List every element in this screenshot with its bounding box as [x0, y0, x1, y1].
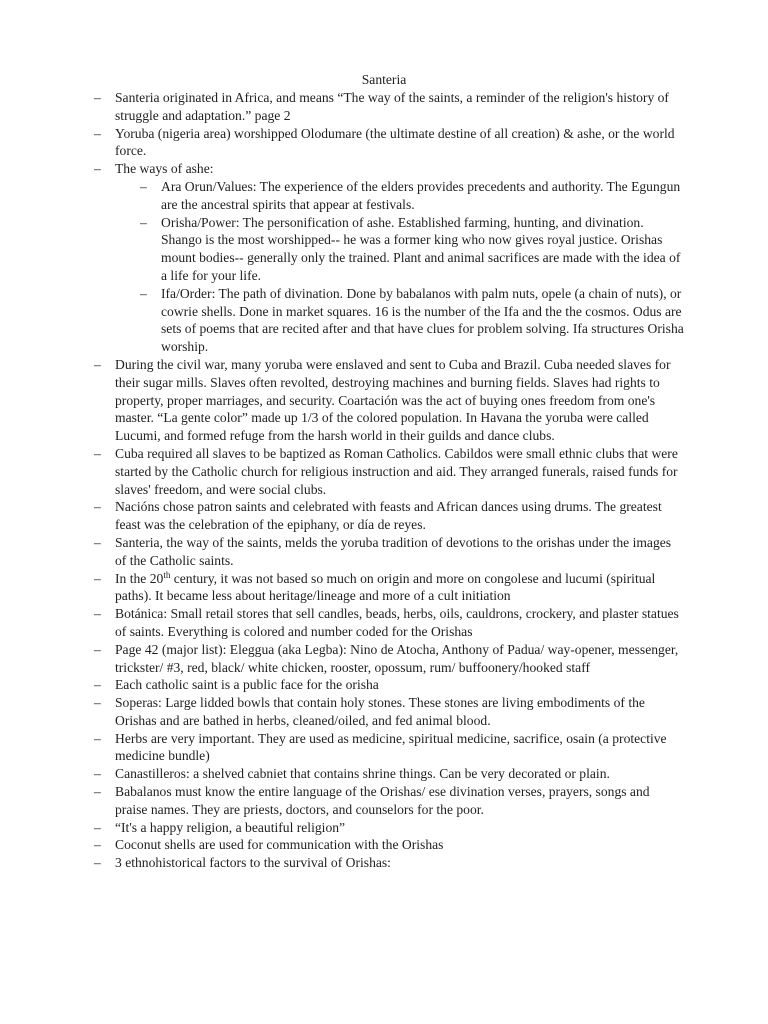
list-item-text: The ways of ashe: — [115, 161, 214, 177]
bullet-dash: – — [140, 214, 147, 230]
list-item — [94, 605, 684, 641]
list-item — [94, 694, 684, 730]
list-item — [94, 641, 684, 677]
bullet-dash: – — [94, 499, 101, 515]
list-item-text: Herbs are very important. They are used as medicine, spiritual medicine, sacrifice, osain (a protective medicine bundle) — [115, 730, 667, 764]
bullet-dash: – — [94, 445, 101, 461]
bullet-dash: – — [94, 677, 101, 693]
list-item — [94, 765, 684, 783]
list-item — [94, 445, 684, 498]
list-item-text: Santeria, the way of the saints, melds the yoruba tradition of devotions to the orishas under the images of the Catholic saints. — [115, 534, 672, 568]
list-item-text: Canastilleros: a shelved cabniet that contains shrine things. Can be very decorated or plain. — [115, 766, 610, 782]
bullet-dash: – — [140, 178, 147, 194]
list-item-text: Each catholic saint is a public face for the orisha — [115, 677, 379, 693]
bullet-dash: – — [94, 534, 101, 550]
list-item-text: “It's a happy religion, a beautiful religion” — [115, 819, 346, 835]
list-item — [94, 125, 684, 161]
list-item — [94, 819, 684, 837]
list-item — [94, 676, 684, 694]
list-item-text: In the 20 — [115, 570, 164, 586]
sub-list-item — [140, 214, 684, 285]
list-item-text: Page 42 (major list): Eleggua (aka Legba): Nino de Atocha, Anthony of Padua/ way-opener, messenger, trickster/ #3, red, black/ white chicken, rooster, opossum, rum/ buffoonery/hooked staff — [115, 641, 679, 675]
bullet-dash: – — [94, 90, 101, 105]
list-item — [94, 498, 684, 534]
bullet-dash: – — [94, 784, 101, 800]
bullet-dash: – — [94, 570, 101, 586]
list-item-text: Nacións chose patron saints and celebrated with feasts and African dances using drums. The greatest feast was the celebration of the epiphany, or día de reyes. — [115, 499, 662, 533]
list-item-text: Cuba required all slaves to be baptized as Roman Catholics. Cabildos were small ethnic clubs that were started by the Catholic church for religious instruction and aid. They arranged funerals, raised funds for slaves' freedom, and were social clubs. — [115, 445, 678, 497]
bullet-dash: – — [94, 766, 101, 782]
list-item-text: Yoruba (nigeria area) worshipped Olodumare (the ultimate destine of all creation) & ashe, or the world force. — [115, 125, 675, 159]
list-item-text: Soperas: Large lidded bowls that contain holy stones. These stones are living embodiments of the Orishas and are bathed in herbs, cleaned/oiled, and fed animal blood. — [115, 695, 645, 728]
sub-list-item-text: Orisha/Power: The personification of ashe. Established farming, hunting, and divination. Shango is the most worshipped-- he was a former king who now gives royal justice. Orishas mount bodies-- generally only the trained. Plant and animal sacrifices are made with the idea of a life for your life. — [161, 214, 681, 283]
list-item — [94, 730, 684, 766]
sub-list-item-text: Ifa/Order: The path of divination. Done by babalanos with palm nuts, opele (a chain of nuts), or cowrie shells. Done in market squares. 16 is the number of the Ifa and the the cosmos. Odus are sets of poems that are recited after and that have clues for problem solving. Ifa structures Orisha worship. — [161, 285, 684, 355]
bullet-dash: – — [94, 356, 101, 372]
list-item-text: During the civil war, many yoruba were enslaved and sent to Cuba and Brazil. Cuba needed slaves for their sugar mills. Slaves often revolted, destroying machines and burning fields. Slaves had rights to property, proper marriages, and security. Coartación was the act of buying ones freedom from one's master. “La gente color” made up 1/3 of the colored population. In Havana the yoruba were called Lucumi, and formed refuge from the harsh world in their guilds and dance clubs. — [115, 356, 671, 444]
bullet-dash: – — [94, 641, 101, 657]
list-item-text: Coconut shells are used for communication with the Orishas — [115, 837, 444, 853]
list-item-text: Babalanos must know the entire language of the Orishas/ ese divination verses, prayers, songs and praise names. They are priests, doctors, and counselors for the poor. — [115, 784, 650, 817]
sub-list-item — [140, 178, 684, 214]
list-item-text: Santeria originated in Africa, and means “The way of the saints, a reminder of the religion's history of struggle and adaptation.” page 2 — [115, 90, 669, 123]
list-item — [94, 836, 684, 854]
list-item-text: 3 ethnohistorical factors to the survival of Orishas: — [115, 855, 391, 871]
list-item-text: Botánica: Small retail stores that sell candles, beads, herbs, oils, cauldrons, crockery, and plaster statues of saints. Everything is colored and number coded for the Orishas — [115, 606, 679, 639]
list-item — [94, 854, 684, 872]
sub-list — [115, 178, 684, 356]
bullet-list — [94, 89, 684, 872]
list-item — [94, 160, 684, 356]
list-item-text: century, it was not based so much on origin and more on congolese and lucumi (spiritual paths). It became less about heritage/lineage and more of a cult initiation — [115, 570, 656, 604]
sub-list-item — [140, 285, 684, 356]
bullet-dash: – — [94, 730, 101, 746]
list-item — [94, 534, 684, 570]
sub-list-item-text: Ara Orun/Values: The experience of the elders provides precedents and authority. The Egungun are the ancestral spirits that appear at festivals. — [161, 178, 681, 212]
list-item — [94, 89, 684, 125]
bullet-dash: – — [94, 606, 101, 622]
bullet-dash: – — [140, 285, 147, 301]
bullet-dash: – — [94, 161, 101, 177]
bullet-dash: – — [94, 125, 101, 141]
bullet-dash: – — [94, 819, 101, 835]
list-item — [94, 356, 684, 445]
bullet-dash: – — [94, 855, 101, 871]
bullet-dash: – — [94, 837, 101, 853]
bullet-dash: – — [94, 695, 101, 711]
document-title: Santeria — [361, 72, 407, 87]
superscript: th — [163, 569, 171, 580]
list-item — [94, 570, 684, 606]
list-item — [94, 783, 684, 819]
